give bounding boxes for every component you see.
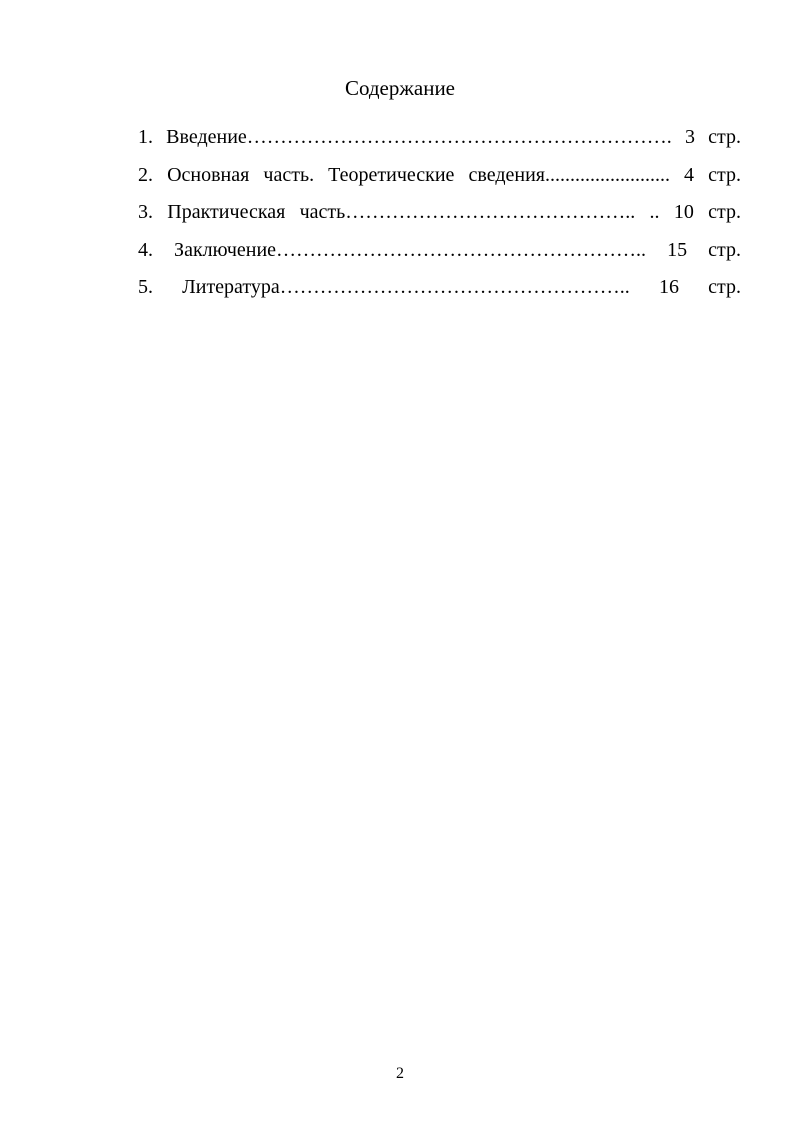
- toc-item-literature: [138, 274, 741, 312]
- page-number: 2: [396, 1065, 404, 1082]
- toc-item-text: 2. Основная часть. Теоретические сведения......................... 4 стр.: [138, 163, 741, 186]
- toc-item-text: 3. Практическая часть…………………………………….. .. 10 стр.: [138, 201, 741, 223]
- toc-title: Содержание: [344, 76, 456, 100]
- toc-item-conclusion: [138, 237, 741, 275]
- toc-item-text: 1. Введение………………………………………………………. 3 стр.: [138, 126, 741, 148]
- toc-item-text: 5. Литература…………………………………………….. 16 стр.: [138, 276, 741, 298]
- toc-item-introduction: [138, 124, 741, 162]
- toc-item-practical-part: [138, 199, 741, 237]
- toc-item-text: 4. Заключение……………………………………………….. 15 стр.: [138, 238, 741, 261]
- toc-item-main-part: [138, 162, 741, 200]
- table-of-contents: [138, 124, 741, 312]
